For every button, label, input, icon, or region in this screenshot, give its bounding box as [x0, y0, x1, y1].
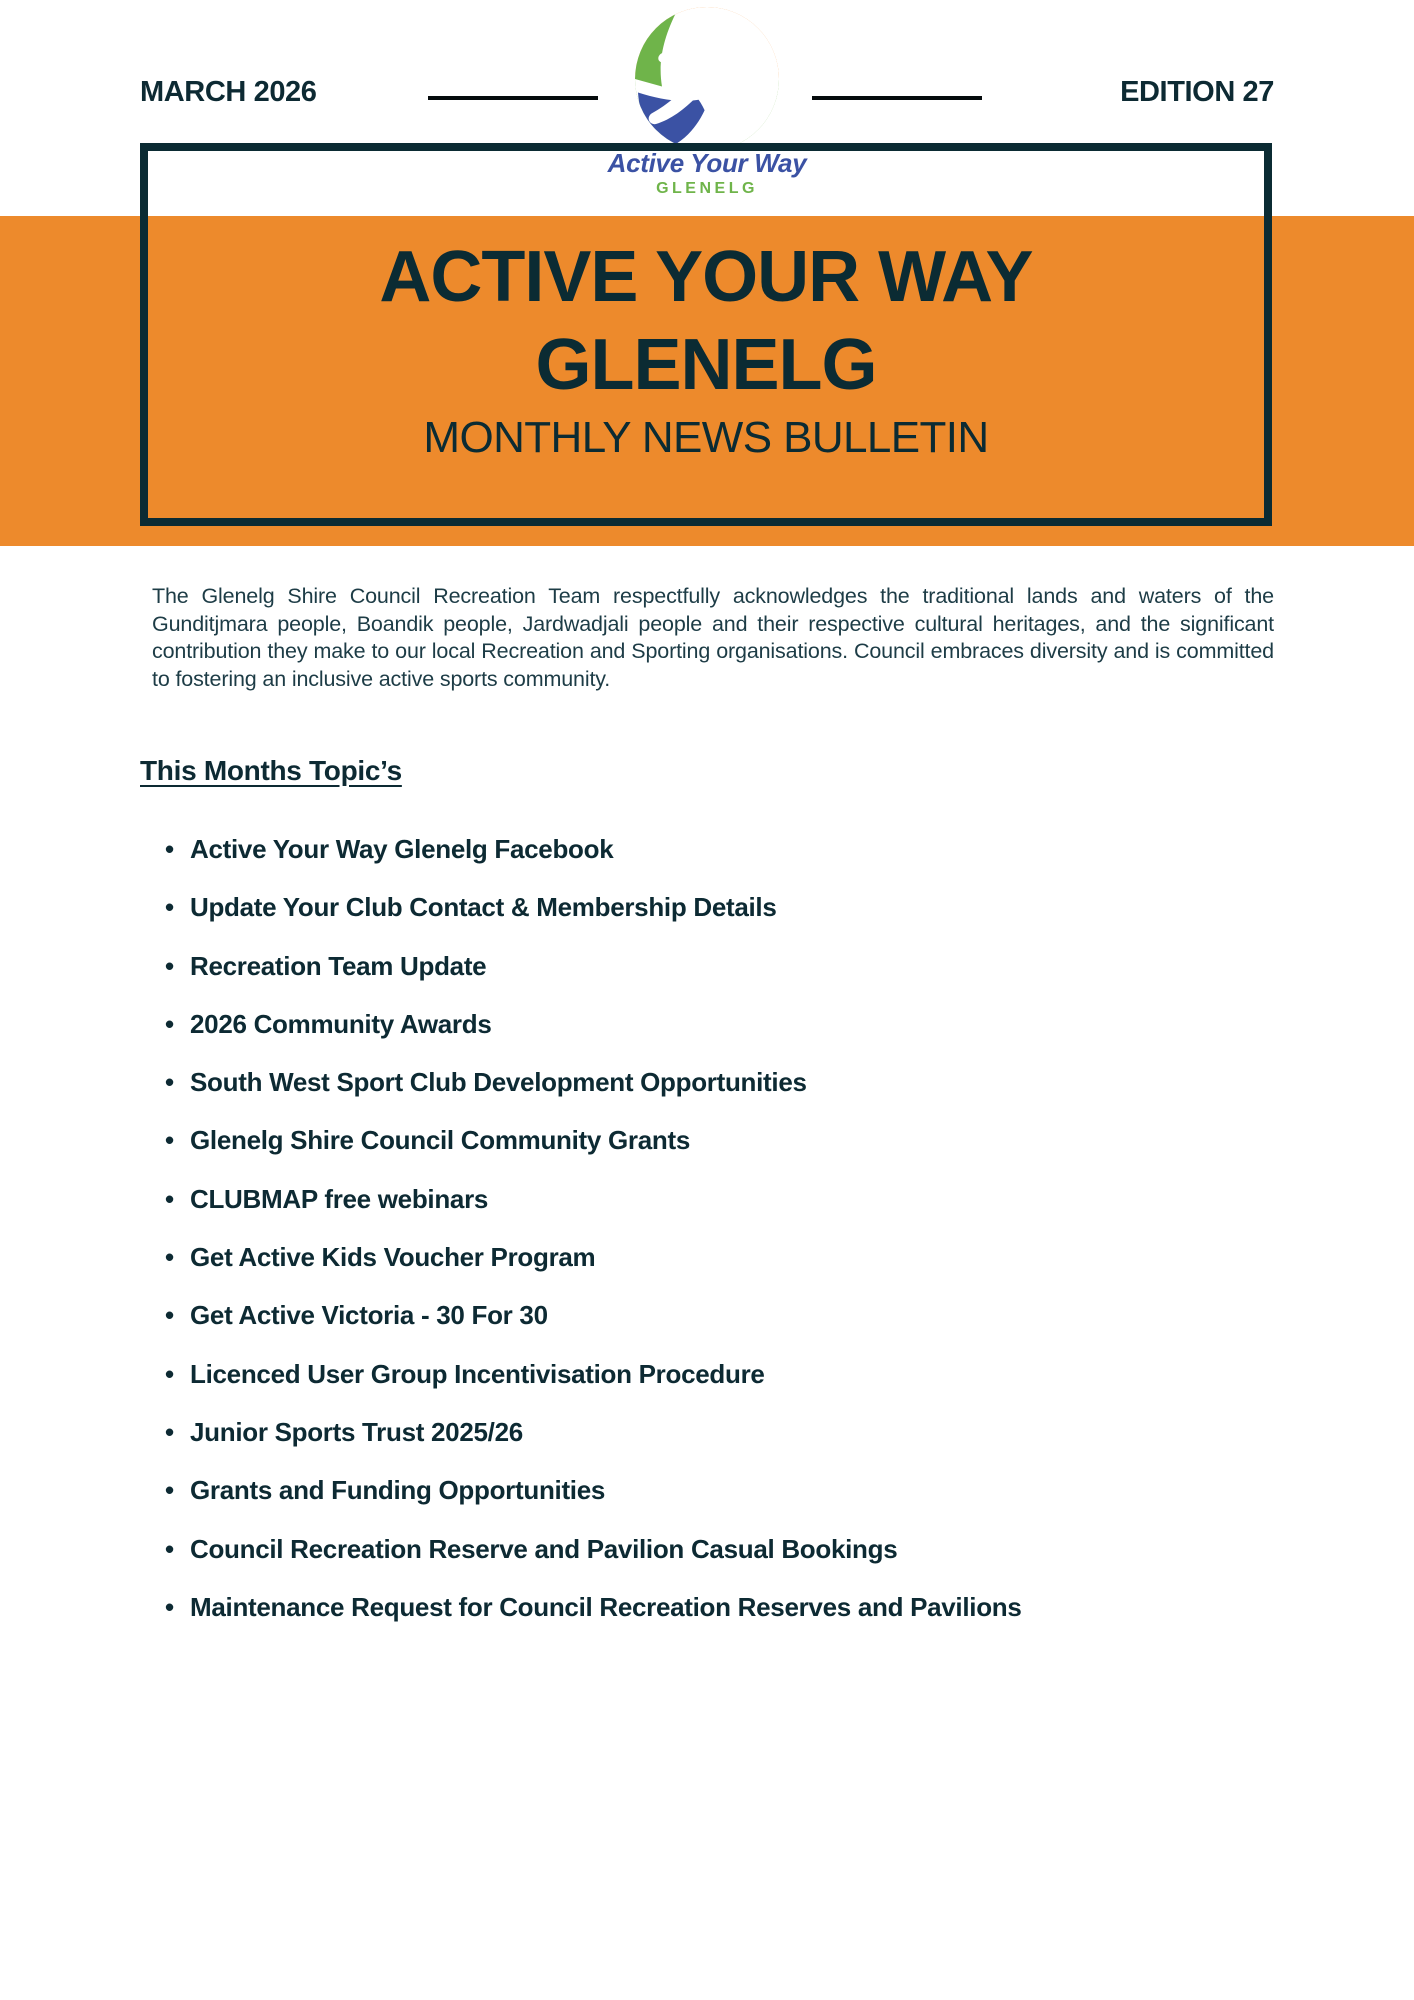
edition-number: EDITION 27 — [1120, 76, 1274, 108]
list-item[interactable]: • Glenelg Shire Council Community Grants — [165, 1111, 1345, 1169]
banner-content — [140, 216, 1272, 546]
active-your-way-logo-icon — [632, 4, 782, 154]
banner-subtitle: MONTHLY NEWS BULLETIN — [423, 412, 989, 462]
list-item[interactable]: • South West Sport Club Development Opportunities — [165, 1053, 1345, 1111]
list-item[interactable]: • Get Active Victoria - 30 For 30 — [165, 1286, 1345, 1344]
acknowledgement-of-country: The Glenelg Shire Council Recreation Team respectfully acknowledges the traditional lands and waters of the Gunditjmara people, Boandik people, Jardwadjali people and their respective cultural heritages, and the significant contribution they make to our local Recreation and Sporting organisations. Council embraces diversity and is committed to fostering an inclusive active sports community. — [152, 584, 1274, 691]
list-item[interactable]: • Recreation Team Update — [165, 937, 1345, 995]
logo-submark: GLENELG — [656, 180, 758, 197]
issue-date: MARCH 2026 — [140, 76, 317, 108]
banner-title-line-1: ACTIVE YOUR WAY — [379, 237, 1033, 317]
banner-title-line-2: GLENELG — [535, 324, 877, 405]
masthead-rule-left — [428, 96, 598, 100]
list-item[interactable]: • CLUBMAP free webinars — [165, 1170, 1345, 1228]
list-item[interactable]: • Junior Sports Trust 2025/26 — [165, 1403, 1345, 1461]
list-item[interactable]: • 2026 Community Awards — [165, 995, 1345, 1053]
list-item[interactable]: • Grants and Funding Opportunities — [165, 1461, 1345, 1519]
topics-heading: This Months Topic’s — [140, 755, 402, 786]
list-item[interactable]: • Update Your Club Contact & Membership Details — [165, 878, 1345, 936]
topics-list — [165, 820, 1345, 1636]
list-item[interactable]: • Get Active Kids Voucher Program — [165, 1228, 1345, 1286]
logo-wordmark: Active Your Way — [607, 148, 807, 178]
list-item[interactable]: • Maintenance Request for Council Recreation Reserves and Pavilions — [165, 1578, 1345, 1636]
list-item[interactable]: • Council Recreation Reserve and Pavilion Casual Bookings — [165, 1520, 1345, 1578]
list-item[interactable]: • Licenced User Group Incentivisation Procedure — [165, 1345, 1345, 1403]
list-item[interactable]: • Active Your Way Glenelg Facebook — [165, 820, 1345, 878]
masthead-rule-right — [812, 96, 982, 100]
